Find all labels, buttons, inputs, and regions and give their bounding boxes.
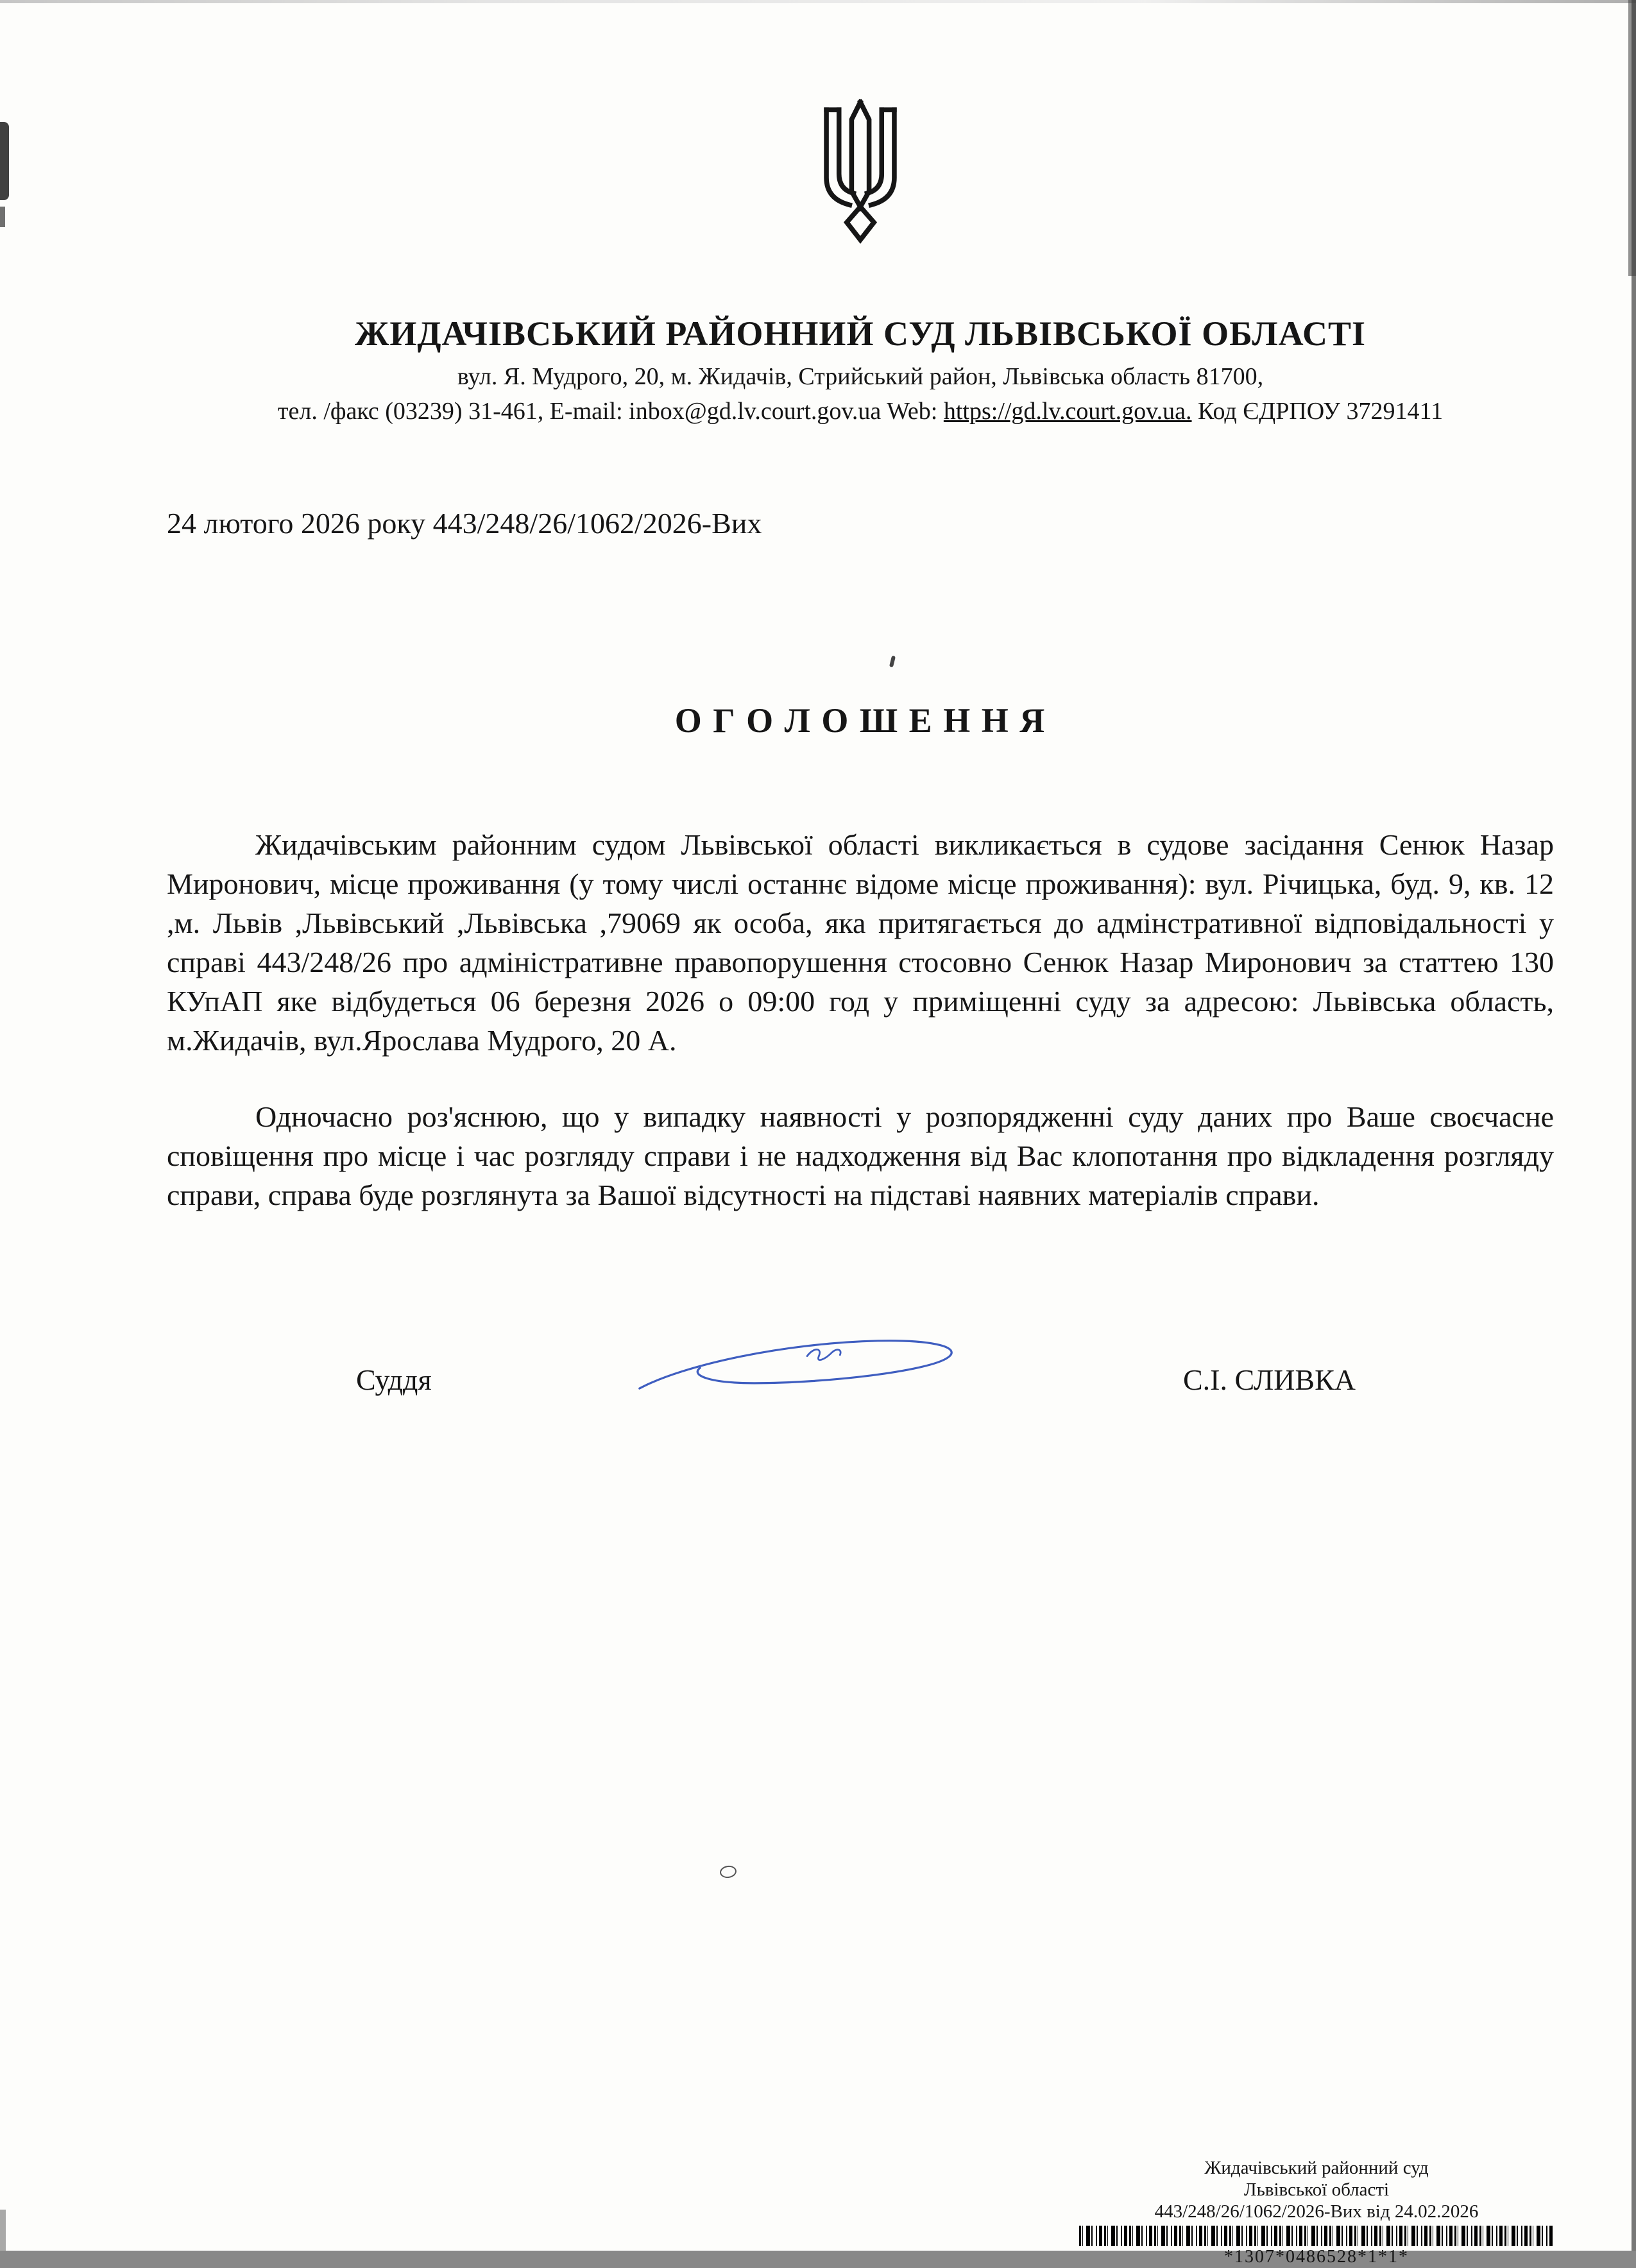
scan-edge-top: [0, 0, 1636, 3]
barcode: [1079, 2226, 1554, 2246]
registration-stamp: [1034, 2157, 1599, 2268]
ukraine-trident-icon: [802, 96, 919, 252]
signature-row: [167, 1356, 1554, 1403]
barcode-caption: *1307*0486528*1*1*: [1224, 2247, 1409, 2267]
stamp-court-line-1: Жидачівський районний суд: [1204, 2158, 1429, 2178]
emblem-container: [167, 0, 1554, 255]
scan-edge-right: [1632, 0, 1636, 2251]
edrpou-code-text: Код ЄДРПОУ 37291411: [1191, 398, 1444, 425]
judge-handwritten-signature: [615, 1333, 1000, 1403]
stamp-court-line-2: Львівської області: [1243, 2179, 1390, 2200]
scan-edge-bottom-left: [0, 2210, 6, 2251]
court-website-link[interactable]: https://gd.lv.court.gov.ua.: [943, 398, 1192, 425]
judge-role-label: Суддя: [356, 1363, 432, 1396]
body-paragraph-summons: Жидачівським районним судом Львівської області викликається в судове засідання Сенюк Назар Миронович, місце проживання (у тому числі останнє відоме місце проживання): вул. Річицька, буд. 9, кв. 12 ,м. Львів ,Львівський ,Львівська ,79069 як особа, яка притягається до адмінстративної відповідальності у справі 443/248/26 про адміністративне правопорушення стосовно Сенюк Назар Миронович за статтею 130 КУпАП яке відбудеться 06 березня 2026 о 09:00 год у приміщенні суду за адресою: Львівська область, м.Жидачів, вул.Ярослава Мудрого, 20 А.: [167, 828, 1554, 1057]
body-paragraph-clarification: Одночасно роз'яснюю, що у випадку наявності у розпорядженні суду даних про Ваше своєчасне сповіщення про місце і час розгляду справи і не надходження від Вас клопотання про відкладення розгляду справи, справа буде розглянута за Вашої відсутності на підставі наявних матеріалів справи.: [167, 1100, 1554, 1211]
document-content: [167, 0, 1554, 1403]
court-address-line: вул. Я. Мудрого, 20, м. Жидачів, Стрийський район, Львівська область 81700,: [457, 363, 1264, 390]
scan-edge-left-mark: [0, 122, 9, 200]
stamp-doc-number: 443/248/26/1062/2026-Вих від 24.02.2026: [1154, 2201, 1479, 2222]
scan-edge-right-top: [1628, 0, 1636, 276]
scan-edge-left-mark-small: [0, 207, 5, 227]
court-name-heading: ЖИДАЧІВСЬКИЙ РАЙОННИЙ СУД ЛЬВІВСЬКОЇ ОБЛАСТІ: [354, 314, 1366, 353]
scan-speck: [719, 1864, 737, 1879]
court-contacts-line: [167, 397, 1554, 425]
document-title: О Г О Л О Ш Е Н Н Я: [674, 701, 1046, 740]
contacts-text: тел. /факс (03239) 31-461, E-mail: inbox@gd.lv.court.gov.ua Web:: [277, 398, 944, 425]
judge-name: С.І. СЛИВКА: [1182, 1363, 1356, 1396]
date-and-reference-line: 24 лютого 2026 року 443/248/26/1062/2026-Вих: [167, 507, 762, 540]
